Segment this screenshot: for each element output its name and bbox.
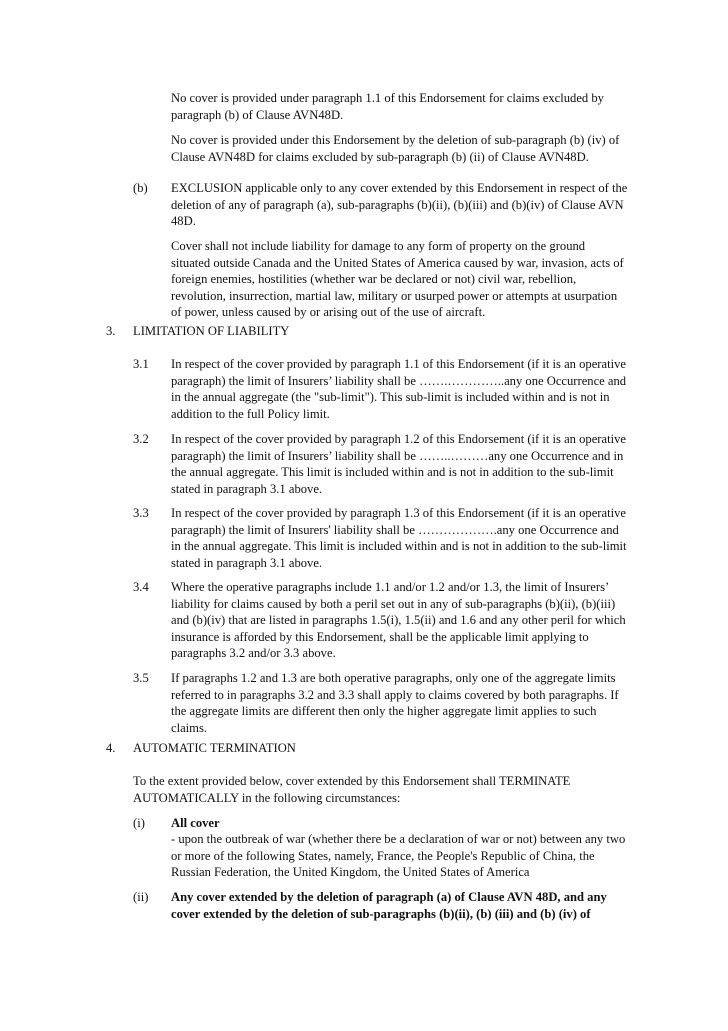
item-3-5-number: 3.5 — [133, 671, 149, 685]
item-3-4-text: Where the operative paragraphs include 1.1 and/or 1.2 and/or 1.3, the limit of Insurers’ liability for claims caused by both a peril set out in any of sub-paragraphs (b)(ii), (b)(iii) and (b)(iv) that are listed in paragraphs 1.5(i), 1.5(ii) and 1.6 and any other peril for which insurance is afforded by this Endorsement, shall be the applicable limit applying to paragraphs 3.2 and/or 3.3 above. — [171, 580, 626, 661]
section-4-title: AUTOMATIC TERMINATION — [133, 741, 296, 755]
section-4-number: 4. — [106, 741, 116, 755]
exclusion-label: (b) — [133, 181, 148, 195]
exclusion-heading: EXCLUSION applicable only to any cover extended by this Endorsement in respect of the deletion of any of paragraph (a), sub-paragraphs (b)(ii), (b)(iii) and (b)(iv) of Clause AVN 48D. — [171, 181, 628, 229]
item-3-2-text: In respect of the cover provided by paragraph 1.2 of this Endorsement (if it is an operative paragraph) the limit of Insurers’ liability shall be ……..………any one Occurrence and in the annual aggregate. This limit is included within and is not in addition to the sub-limit stated in paragraph 3.1 above. — [171, 432, 626, 496]
section-3-number: 3. — [106, 324, 116, 338]
item-i-heading: All cover — [171, 816, 220, 830]
item-i-number: (i) — [133, 816, 145, 830]
item-3-3-text: In respect of the cover provided by paragraph 1.3 of this Endorsement (if it is an operative paragraph) the limit of Insurers' liability shall be ……………….any one Occurrence and in the annual aggregate. This limit is included within and is not in addition to the sub-limit stated in paragraph 3.1 above. — [171, 506, 627, 570]
item-3-4-number: 3.4 — [133, 580, 149, 594]
item-ii-text: Any cover extended by the deletion of paragraph (a) of Clause AVN 48D, and any cover extended by the deletion of sub-paragraphs (b)(ii), (b) (iii) and (b) (iv) of — [171, 890, 607, 921]
item-3-2-number: 3.2 — [133, 432, 149, 446]
item-3-1-text: In respect of the cover provided by paragraph 1.1 of this Endorsement (if it is an operative paragraph) the limit of Insurers’ liability shall be …….…………..any one Occurrence and in the annual aggregate (the "sub-limit"). This sub-limit is included within and is not in addition to the full Policy limit. — [171, 357, 627, 421]
item-3-5-text: If paragraphs 1.2 and 1.3 are both operative paragraphs, only one of the aggregate limits referred to in paragraphs 3.2 and 3.3 shall apply to claims covered by both paragraphs. If the aggregate limits are different then only the higher aggregate limit applies to such claims. — [171, 671, 619, 735]
exclusion-body: Cover shall not include liability for damage to any form of property on the ground situated outside Canada and the United States of America caused by war, invasion, acts of foreign enemies, hostilities (whether war be declared or not) civil war, rebellion, revolution, insurrection, martial law, military or usurped power or attempts at usurpation of power, unless caused by or arising out of the use of aircraft. — [171, 239, 624, 320]
item-3-1-number: 3.1 — [133, 357, 149, 371]
paragraph-no-cover-1-1: No cover is provided under paragraph 1.1 of this Endorsement for claims excluded by paragraph (b) of Clause AVN48D. — [171, 91, 604, 122]
section-3-title: LIMITATION OF LIABILITY — [133, 324, 290, 338]
item-3-3-number: 3.3 — [133, 506, 149, 520]
paragraph-no-cover-deletion: No cover is provided under this Endorsement by the deletion of sub-paragraph (b) (iv) of Clause AVN48D for claims excluded by sub-paragraph (b) (ii) of Clause AVN48D. — [171, 133, 620, 164]
item-i-text: - upon the outbreak of war (whether there be a declaration of war or not) between any two or more of the following States, namely, France, the People's Republic of China, the Russian Federation, the United Kingdom, the United States of America — [171, 832, 626, 880]
section-4-intro: To the extent provided below, cover extended by this Endorsement shall TERMINATE AUTOMATICALLY in the following circumstances: — [133, 774, 571, 805]
item-ii-number: (ii) — [133, 890, 149, 904]
